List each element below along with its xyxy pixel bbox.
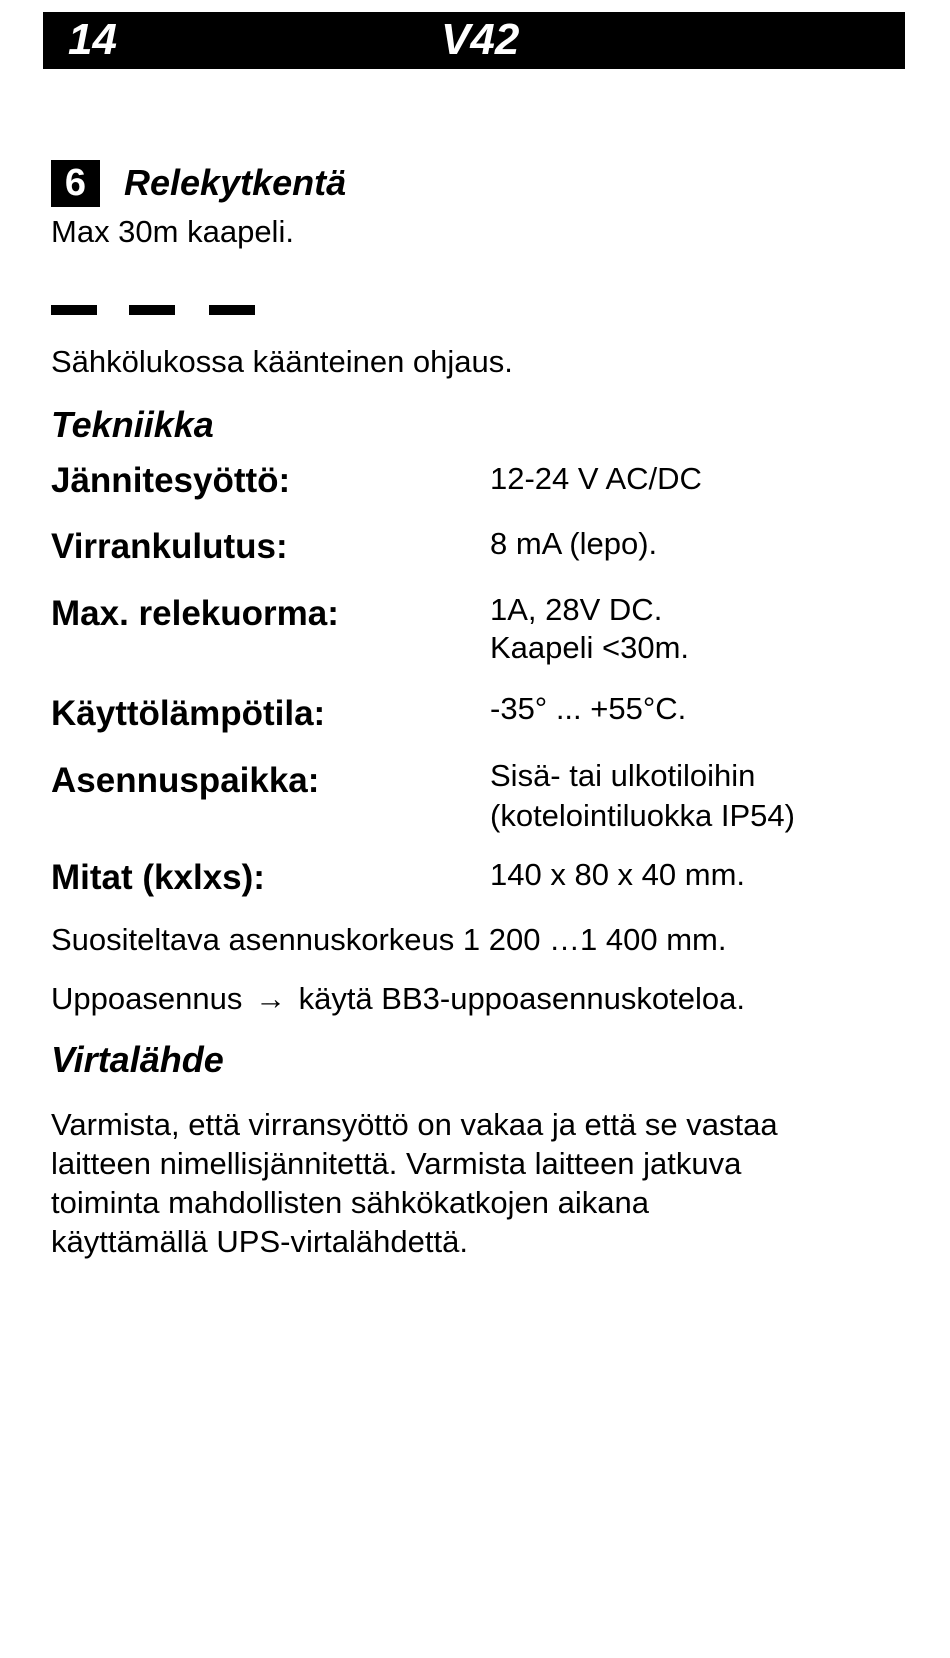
cable-note: Max 30m kaapeli. bbox=[51, 214, 294, 249]
paragraph-line: toiminta mahdollisten sähkökatkojen aikana bbox=[51, 1185, 649, 1220]
section-title: Relekytkentä bbox=[124, 162, 347, 203]
dash-segment bbox=[129, 305, 175, 315]
page-number: 14 bbox=[68, 15, 117, 64]
spec-label-consumption: Virrankulutus: bbox=[51, 527, 288, 566]
section-heading bbox=[51, 159, 346, 207]
flush-mount-suffix: käytä BB3-uppoasennuskoteloa. bbox=[298, 981, 745, 1016]
spec-value-installation-line1: Sisä- tai ulkotiloihin bbox=[490, 758, 756, 793]
technical-heading: Tekniikka bbox=[51, 404, 214, 445]
mount-height-note: Suositeltava asennuskorkeus 1 200 …1 400 mm. bbox=[51, 922, 727, 957]
dash-segment bbox=[209, 305, 255, 315]
lock-note: Sähkölukossa käänteinen ohjaus. bbox=[51, 344, 513, 379]
spec-value-temperature: -35° ... +55°C. bbox=[490, 691, 687, 726]
spec-label-temperature: Käyttölämpötila: bbox=[51, 694, 326, 733]
flush-mount-note bbox=[51, 980, 745, 1018]
spec-label-relay-load: Max. relekuorma: bbox=[51, 594, 339, 633]
spec-value-relay-load-line1: 1A, 28V DC. bbox=[490, 592, 663, 627]
document-code: V42 bbox=[441, 15, 520, 64]
spec-label-dimensions: Mitat (kxlxs): bbox=[51, 858, 265, 897]
arrow-right-icon: → bbox=[254, 981, 286, 1016]
spec-label-voltage: Jännitesyöttö: bbox=[51, 461, 291, 500]
spec-label-installation: Asennuspaikka: bbox=[51, 761, 320, 800]
spec-value-consumption: 8 mA (lepo). bbox=[490, 526, 658, 561]
spec-value-installation-line2: (kotelointiluokka IP54) bbox=[490, 798, 795, 833]
power-heading: Virtalähde bbox=[51, 1039, 224, 1080]
section-number: 6 bbox=[51, 160, 100, 207]
paragraph-line: käyttämällä UPS-virtalähdettä. bbox=[51, 1224, 468, 1259]
flush-mount-prefix: Uppoasennus bbox=[51, 981, 243, 1016]
spec-value-dimensions: 140 x 80 x 40 mm. bbox=[490, 857, 746, 892]
paragraph-line: laitteen nimellisjännitettä. Varmista laitteen jatkuva bbox=[51, 1146, 742, 1181]
spec-value-voltage: 12-24 V AC/DC bbox=[490, 461, 702, 496]
page-header-bar bbox=[43, 12, 905, 69]
dash-segment bbox=[51, 305, 97, 315]
paragraph-line: Varmista, että virransyöttö on vakaa ja että se vastaa bbox=[51, 1107, 778, 1142]
spec-value-relay-load-line2: Kaapeli <30m. bbox=[490, 630, 690, 665]
power-paragraph bbox=[51, 1105, 921, 1261]
